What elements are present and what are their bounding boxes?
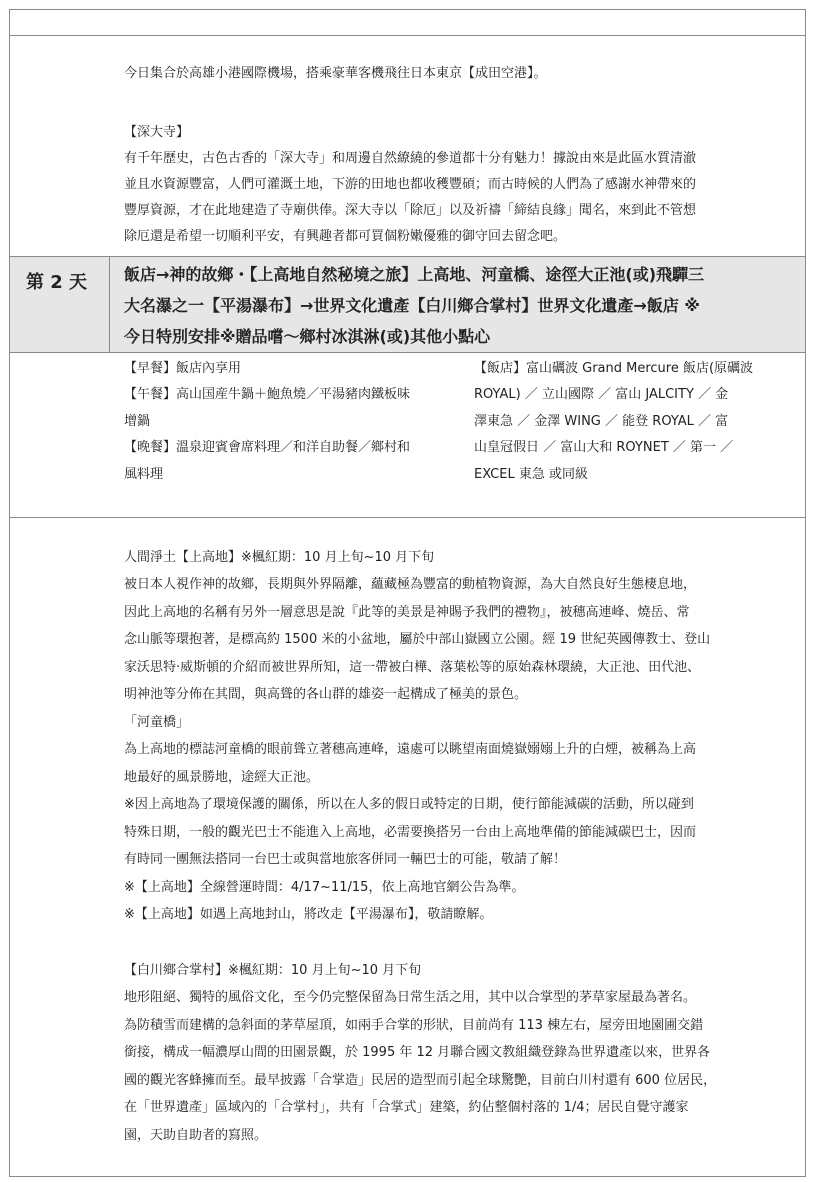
shirakawa-line: 國的觀光客蜂擁而至。最早披露「合掌造」民居的造型而引起全球驚艷，目前白川村還有 600 位居民， xyxy=(124,1073,717,1088)
kamikochi-note: 特殊日期，一般的觀光巴士不能進入上高地，必需要換搭另一台由上高地準備的節能減碳巴士，因而 xyxy=(124,825,697,840)
kamikochi-note: ※【上高地】如遇上高地封山，將改走【平湯瀑布】，敬請瞭解。 xyxy=(124,907,493,922)
kamikochi-note: ※因上高地為了環境保護的關係，所以在人多的假日或特定的日期，使行節能減碳的活動，所以碰到 xyxy=(124,797,694,812)
shirakawa-line: 銜接，構成一幅濃厚山間的田園景觀，於 1995 年 12 月聯合國文教組織登錄為世界遺產以來，世界各 xyxy=(124,1045,711,1060)
kamikochi-line: 明神池等分佈在其間，與高聳的各山群的雄姿一起構成了極美的景色。 xyxy=(124,687,528,702)
jindaiji-line: 有千年歷史，古色古香的「深大寺」和周邊自然繚繞的參道都十分有魅力！據說由來是此區水質清澈 xyxy=(124,151,697,166)
day-title-line: 飯店→神的故鄉・【上高地自然秘境之旅】上高地、河童橋、途徑大正池(或)飛驒三 xyxy=(124,265,705,284)
row-divider xyxy=(9,352,806,353)
kamikochi-note: 有時同一團無法搭同一台巴士或與當地旅客併同一輛巴士的可能，敬請了解！ xyxy=(124,852,567,867)
kamikochi-line: 為上高地的標誌河童橋的眼前聳立著穗高連峰，遠處可以眺望南面燒嶽嫋嫋上升的白煙，被稱為上高 xyxy=(124,742,697,757)
day-title-line: 今日特別安排※贈品嚐～鄉村冰淇淋(或)其他小點心 xyxy=(124,327,491,346)
kamikochi-line: 被日本人視作神的故鄉，長期與外界隔離，蘊藏極為豐富的動植物資源，為大自然良好生態棲息地， xyxy=(124,577,697,592)
row-divider xyxy=(9,35,806,36)
day-label: 第 2 天 xyxy=(26,272,88,293)
meal-line: 【晚餐】溫泉迎賓會席料理／和洋自助餐／鄉村和 xyxy=(124,440,411,455)
kamikochi-line: 念山脈等環抱著，是標高約 1500 米的小盆地，屬於中部山嶽國立公園。經 19 世紀英國傳教士、登山 xyxy=(124,632,711,647)
kamikochi-note: ※【上高地】全線營運時間：4/17~11/15，依上高地官網公告為準。 xyxy=(124,880,525,895)
kamikochi-line: 因此上高地的名稱有另外一層意思是說『此等的美景是神賜予我們的禮物』，被穗高連峰、燒岳、常 xyxy=(124,605,690,620)
jindaiji-line: 除厄還是希望一切順利平安，有興趣者都可買個粉嫩優雅的御守回去留念吧。 xyxy=(124,229,567,244)
hotel-line: 【飯店】富山礪波 Grand Mercure 飯店(原礪波 xyxy=(474,361,754,376)
shirakawa-line: 在「世界遺產」區域內的「合掌村」，共有「合掌式」建築，約佔整個村落的 1/4；居民自覺守護家 xyxy=(124,1100,689,1115)
kamikochi-line: 家沃思特·威斯頓的介紹而被世界所知，這一帶被白樺、落葉松等的原始森林環繞，大正池、田代池、 xyxy=(124,660,701,675)
kamikochi-line: 地最好的風景勝地，途經大正池。 xyxy=(124,770,320,785)
jindaiji-line: 豐厚資源，才在此地建造了寺廟供俸。深大寺以「除厄」以及祈禱「締結良緣」聞名，來到此不管想 xyxy=(124,203,697,218)
shirakawa-line: 園，天助自助者的寫照。 xyxy=(124,1128,268,1143)
kamikochi-heading: 人間淨土【上高地】※楓紅期：10 月上旬~10 月下旬 xyxy=(124,550,435,565)
kappa-bridge-heading: 「河童橋」 xyxy=(124,715,190,730)
shirakawa-line: 地形阻絕、獨特的風俗文化，至今仍完整保留為日常生活之用，其中以合掌型的茅草家屋最為著名。 xyxy=(124,990,697,1005)
meal-line: 風料理 xyxy=(124,467,164,482)
row-divider xyxy=(9,517,806,518)
hotel-line: EXCEL 東急 或同級 xyxy=(474,467,588,482)
shirakawa-line: 為防積雪而建構的急斜面的茅草屋頂，如兩手合掌的形狀，目前尚有 113 棟左右，屋旁田地園圃交錯 xyxy=(124,1018,704,1033)
column-divider xyxy=(109,256,110,352)
day1-intro: 今日集合於高雄小港國際機場，搭乘豪華客機飛往日本東京【成田空港】。 xyxy=(124,66,547,81)
column-divider xyxy=(805,256,806,352)
jindaiji-heading: 【深大寺】 xyxy=(124,125,190,140)
jindaiji-line: 並且水資源豐富，人們可灌溉土地，下游的田地也都收穫豐碩；而古時候的人們為了感謝水神帶來的 xyxy=(124,177,697,192)
meal-line: 【早餐】飯店內享用 xyxy=(124,361,242,376)
day-title-line: 大名瀑之一【平湯瀑布】→世界文化遺產【白川鄉合掌村】世界文化遺產→飯店 ※ xyxy=(124,296,700,315)
hotel-line: ROYAL) ／ 立山國際 ／ 富山 JALCITY ／ 金 xyxy=(474,387,729,402)
hotel-line: 澤東急 ／ 金澤 WING ／ 能登 ROYAL ／ 富 xyxy=(474,414,729,429)
meal-line: 【午餐】高山国産牛鍋＋鮑魚燒／平湯豬肉鐵板味 xyxy=(124,387,411,402)
shirakawa-heading: 【白川鄉合掌村】※楓紅期：10 月上旬~10 月下旬 xyxy=(124,963,422,978)
row-divider xyxy=(9,256,806,257)
meal-line: 增鍋 xyxy=(124,414,151,429)
hotel-line: 山皇冠假日 ／ 富山大和 ROYNET ／ 第一 ／ xyxy=(474,440,734,455)
